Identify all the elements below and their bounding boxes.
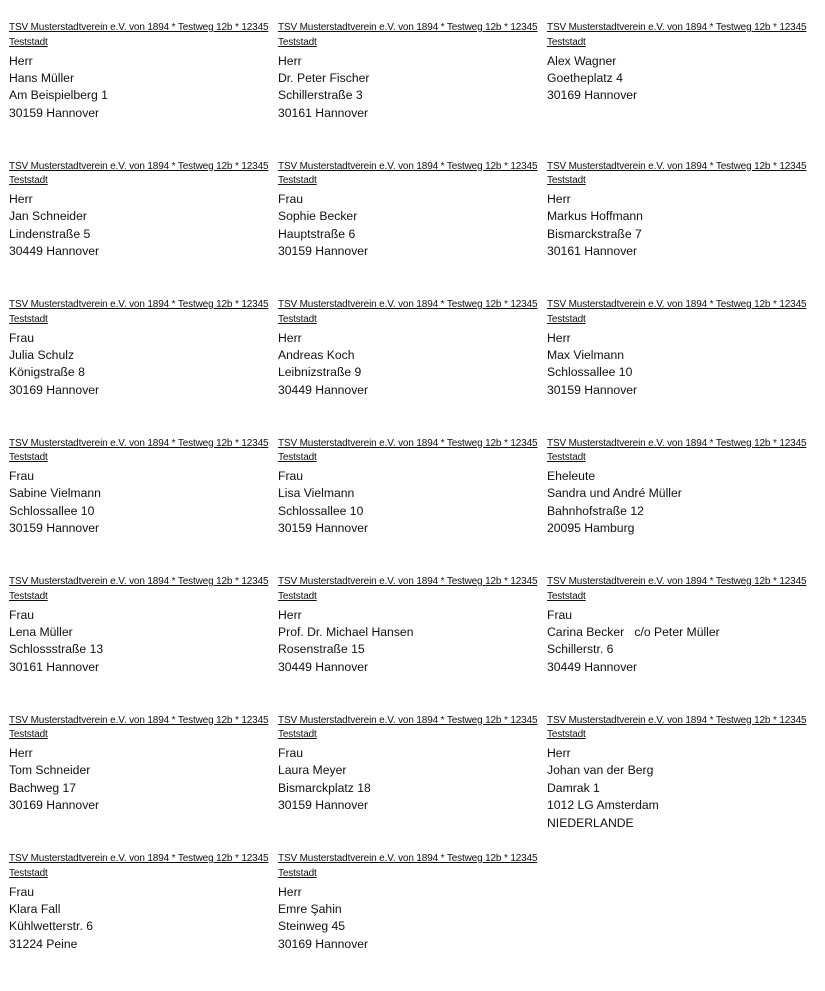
address-label xyxy=(278,852,547,991)
address-label xyxy=(547,437,809,576)
sender-line: TSV Musterstadtverein e.V. von 1894 * Testweg 12b * 12345 Teststadt xyxy=(278,299,538,325)
sender-line: TSV Musterstadtverein e.V. von 1894 * Testweg 12b * 12345 Teststadt xyxy=(547,437,807,463)
recipient-name: Lena Müller xyxy=(9,624,73,639)
postal-city: 20095 Hamburg xyxy=(547,521,635,536)
postal-city: 30449 Hannover xyxy=(278,659,369,674)
address-label xyxy=(278,160,547,299)
sender-line: TSV Musterstadtverein e.V. von 1894 * Testweg 12b * 12345 Teststadt xyxy=(9,853,269,879)
street: Steinweg 45 xyxy=(278,919,346,934)
street: 30169 Hannover xyxy=(547,88,638,103)
street: Schlossallee 10 xyxy=(9,503,95,518)
sender-line: TSV Musterstadtverein e.V. von 1894 * Testweg 12b * 12345 Teststadt xyxy=(9,160,269,186)
recipient-name: Lisa Vielmann xyxy=(278,486,355,501)
salutation: Herr xyxy=(278,607,302,622)
sender-line: TSV Musterstadtverein e.V. von 1894 * Testweg 12b * 12345 Teststadt xyxy=(278,160,538,186)
postal-city: 31224 Peine xyxy=(9,936,78,951)
postal-city: 30449 Hannover xyxy=(278,382,369,397)
postal-city: 30159 Hannover xyxy=(9,105,100,120)
street: Am Beispielberg 1 xyxy=(9,88,108,103)
postal-city: 30169 Hannover xyxy=(278,936,369,951)
street: Bismarckplatz 18 xyxy=(278,780,371,795)
address-label xyxy=(278,298,547,437)
postal-city: 30161 Hannover xyxy=(278,105,369,120)
sender-line: TSV Musterstadtverein e.V. von 1894 * Testweg 12b * 12345 Teststadt xyxy=(9,576,269,602)
address-label xyxy=(278,437,547,576)
address-label xyxy=(9,575,278,714)
recipient-name: Goetheplatz 4 xyxy=(547,70,623,85)
address-label xyxy=(9,852,278,991)
recipient-name: Sophie Becker xyxy=(278,209,358,224)
recipient-name: Julia Schulz xyxy=(9,347,75,362)
postal-city: 30159 Hannover xyxy=(278,244,369,259)
salutation: Frau xyxy=(547,607,573,622)
recipient-name: Johan van der Berg xyxy=(547,763,654,778)
sender-line: TSV Musterstadtverein e.V. von 1894 * Testweg 12b * 12345 Teststadt xyxy=(547,576,807,602)
sender-line: TSV Musterstadtverein e.V. von 1894 * Testweg 12b * 12345 Teststadt xyxy=(278,714,538,740)
salutation: Herr xyxy=(278,53,302,68)
salutation: Frau xyxy=(278,469,304,483)
sender-line: TSV Musterstadtverein e.V. von 1894 * Testweg 12b * 12345 Teststadt xyxy=(547,299,807,325)
street: Bismarckstraße 7 xyxy=(547,226,642,241)
postal-city: 30169 Hannover xyxy=(9,382,100,397)
street: Rosenstraße 15 xyxy=(278,642,365,657)
address-label xyxy=(9,160,278,299)
address-label xyxy=(547,21,809,160)
street: Schillerstraße 3 xyxy=(278,88,363,103)
postal-city: 30159 Hannover xyxy=(547,382,638,397)
sender-line: TSV Musterstadtverein e.V. von 1894 * Testweg 12b * 12345 Teststadt xyxy=(547,160,807,186)
address-label xyxy=(278,21,547,160)
postal-city: 30161 Hannover xyxy=(547,244,638,259)
street: Hauptstraße 6 xyxy=(278,226,356,241)
street: Königstraße 8 xyxy=(9,365,85,380)
street: Bachweg 17 xyxy=(9,780,77,795)
recipient-name: Klara Fall xyxy=(9,901,61,916)
recipient-name: Hans Müller xyxy=(9,70,75,85)
address-label xyxy=(547,160,809,299)
address-label xyxy=(9,21,278,160)
postal-city: 1012 LG Amsterdam xyxy=(547,798,659,813)
sender-line: TSV Musterstadtverein e.V. von 1894 * Testweg 12b * 12345 Teststadt xyxy=(9,437,269,463)
sender-line: TSV Musterstadtverein e.V. von 1894 * Testweg 12b * 12345 Teststadt xyxy=(9,22,269,48)
postal-city: 30169 Hannover xyxy=(9,798,100,813)
postal-city: 30159 Hannover xyxy=(9,521,100,536)
recipient-name: Jan Schneider xyxy=(9,209,87,224)
sender-line: TSV Musterstadtverein e.V. von 1894 * Testweg 12b * 12345 Teststadt xyxy=(278,853,538,879)
recipient-name: Markus Hoffmann xyxy=(547,209,643,224)
country: NIEDERLANDE xyxy=(547,815,634,830)
street: Schlossstraße 13 xyxy=(9,642,104,657)
salutation: Alex Wagner xyxy=(547,53,617,68)
sender-line: TSV Musterstadtverein e.V. von 1894 * Testweg 12b * 12345 Teststadt xyxy=(9,299,269,325)
postal-city: 30161 Hannover xyxy=(9,659,100,674)
recipient-name: Max Vielmann xyxy=(547,347,624,362)
street: Kühlwetterstr. 6 xyxy=(9,919,93,934)
salutation: Herr xyxy=(278,884,302,899)
sender-line: TSV Musterstadtverein e.V. von 1894 * Testweg 12b * 12345 Teststadt xyxy=(278,437,538,463)
postal-city: 30449 Hannover xyxy=(9,244,100,259)
address-label xyxy=(547,575,809,714)
address-label xyxy=(547,714,809,853)
address-label xyxy=(547,298,809,437)
address-label xyxy=(9,437,278,576)
postal-city: 30159 Hannover xyxy=(278,798,369,813)
salutation: Herr xyxy=(547,746,571,760)
address-label xyxy=(9,298,278,437)
salutation: Herr xyxy=(9,746,33,760)
recipient-name: Emre Şahin xyxy=(278,901,342,916)
recipient-name: Sandra und André Müller xyxy=(547,486,682,501)
salutation: Frau xyxy=(9,884,35,899)
salutation: Frau xyxy=(9,469,35,483)
recipient-name: Laura Meyer xyxy=(278,763,347,778)
salutation: Frau xyxy=(278,192,304,206)
recipient-name: Sabine Vielmann xyxy=(9,486,101,501)
sender-line: TSV Musterstadtverein e.V. von 1894 * Testweg 12b * 12345 Teststadt xyxy=(547,714,807,740)
recipient-name: Tom Schneider xyxy=(9,763,91,778)
street: Lindenstraße 5 xyxy=(9,226,91,241)
postal-city: 30449 Hannover xyxy=(547,659,638,674)
salutation: Frau xyxy=(9,330,35,345)
recipient-name: Carina Becker c/o Peter Müller xyxy=(547,624,720,639)
street: Bahnhofstraße 12 xyxy=(547,503,644,518)
salutation: Herr xyxy=(547,330,571,345)
street: Schlossallee 10 xyxy=(278,503,364,518)
recipient-name: Andreas Koch xyxy=(278,347,355,362)
salutation: Frau xyxy=(278,746,304,760)
sender-line: TSV Musterstadtverein e.V. von 1894 * Testweg 12b * 12345 Teststadt xyxy=(278,22,538,48)
address-label-grid xyxy=(9,21,819,991)
postal-city: 30159 Hannover xyxy=(278,521,369,536)
salutation: Herr xyxy=(547,192,571,206)
address-label xyxy=(278,714,547,853)
recipient-name: Dr. Peter Fischer xyxy=(278,70,370,85)
salutation: Frau xyxy=(9,607,35,622)
salutation: Herr xyxy=(9,192,33,206)
address-label xyxy=(9,714,278,853)
recipient-name: Prof. Dr. Michael Hansen xyxy=(278,624,414,639)
salutation: Herr xyxy=(9,53,33,68)
sender-line: TSV Musterstadtverein e.V. von 1894 * Testweg 12b * 12345 Teststadt xyxy=(9,714,269,740)
street: Damrak 1 xyxy=(547,780,600,795)
sender-line: TSV Musterstadtverein e.V. von 1894 * Testweg 12b * 12345 Teststadt xyxy=(278,576,538,602)
street: Schillerstr. 6 xyxy=(547,642,614,657)
street: Schlossallee 10 xyxy=(547,365,633,380)
street: Leibnizstraße 9 xyxy=(278,365,362,380)
salutation: Eheleute xyxy=(547,469,596,483)
sender-line: TSV Musterstadtverein e.V. von 1894 * Testweg 12b * 12345 Teststadt xyxy=(547,22,807,48)
salutation: Herr xyxy=(278,330,302,345)
address-label xyxy=(278,575,547,714)
